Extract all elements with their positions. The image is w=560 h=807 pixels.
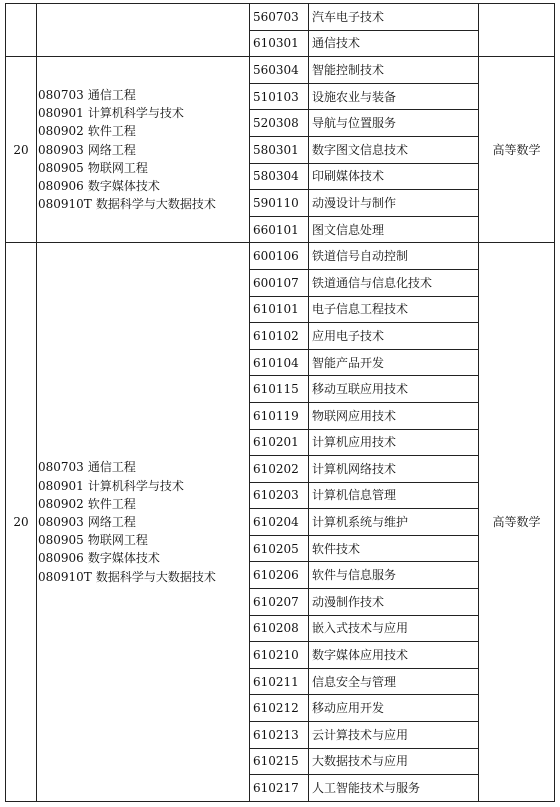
program-code: 610101 xyxy=(250,296,309,323)
program-code: 520308 xyxy=(250,110,309,137)
program-code: 660101 xyxy=(250,216,309,243)
program-code: 610207 xyxy=(250,589,309,616)
program-name: 信息安全与管理 xyxy=(309,668,479,695)
major-item xyxy=(38,195,249,213)
major-code: 080905 xyxy=(38,160,84,175)
table-body xyxy=(6,4,555,802)
major-name: 物联网工程 xyxy=(87,160,148,175)
major-name: 数据科学与大数据技术 xyxy=(95,569,216,584)
program-name: 计算机信息管理 xyxy=(309,482,479,509)
program-name: 动漫制作技术 xyxy=(309,589,479,616)
major-name: 通信工程 xyxy=(87,460,136,475)
major-item xyxy=(38,86,249,104)
major-item xyxy=(38,458,249,476)
major-name: 软件工程 xyxy=(87,496,136,511)
program-name: 移动互联应用技术 xyxy=(309,376,479,403)
program-code: 610104 xyxy=(250,349,309,376)
major-code: 080906 xyxy=(38,551,84,566)
program-name: 应用电子技术 xyxy=(309,323,479,350)
program-code: 610205 xyxy=(250,535,309,562)
program-name: 云计算技术与应用 xyxy=(309,722,479,749)
program-name: 软件技术 xyxy=(309,535,479,562)
program-name: 智能控制技术 xyxy=(309,57,479,84)
program-name: 智能产品开发 xyxy=(309,349,479,376)
major-item xyxy=(38,177,249,195)
program-code: 610210 xyxy=(250,642,309,669)
major-code: 080703 xyxy=(38,460,84,475)
program-name: 电子信息工程技术 xyxy=(309,296,479,323)
exam-subject xyxy=(479,4,555,57)
major-item xyxy=(38,141,249,159)
major-name: 计算机科学与技术 xyxy=(87,106,184,121)
major-name: 数据科学与大数据技术 xyxy=(95,197,216,212)
major-code: 080901 xyxy=(38,106,84,121)
program-code: 610102 xyxy=(250,323,309,350)
table-row xyxy=(6,4,555,31)
program-name: 设施农业与装备 xyxy=(309,83,479,110)
program-code: 610301 xyxy=(250,30,309,57)
program-code: 610211 xyxy=(250,668,309,695)
major-item xyxy=(38,531,249,549)
table-row xyxy=(6,57,555,84)
undergraduate-majors-cell xyxy=(37,4,250,57)
group-number: 20 xyxy=(6,243,37,801)
program-name: 计算机网络技术 xyxy=(309,456,479,483)
major-code: 080906 xyxy=(38,179,84,194)
program-name: 印刷媒体技术 xyxy=(309,163,479,190)
program-code: 610213 xyxy=(250,722,309,749)
undergraduate-majors-cell xyxy=(37,243,250,801)
program-code: 600107 xyxy=(250,269,309,296)
major-code: 080905 xyxy=(38,533,84,548)
major-item xyxy=(38,159,249,177)
program-code: 560304 xyxy=(250,57,309,84)
exam-subject: 高等数学 xyxy=(479,243,555,801)
program-name: 汽车电子技术 xyxy=(309,4,479,31)
major-code: 080902 xyxy=(38,124,84,139)
program-code: 590110 xyxy=(250,190,309,217)
program-name: 导航与位置服务 xyxy=(309,110,479,137)
program-name: 移动应用开发 xyxy=(309,695,479,722)
major-item xyxy=(38,122,249,140)
program-name: 铁道通信与信息化技术 xyxy=(309,269,479,296)
program-code: 610212 xyxy=(250,695,309,722)
major-item xyxy=(38,495,249,513)
program-name: 数字媒体应用技术 xyxy=(309,642,479,669)
program-code: 610208 xyxy=(250,615,309,642)
major-name: 通信工程 xyxy=(87,88,136,103)
major-name: 软件工程 xyxy=(87,124,136,139)
program-code: 600106 xyxy=(250,243,309,270)
program-name: 铁道信号自动控制 xyxy=(309,243,479,270)
major-item xyxy=(38,477,249,495)
major-code: 080902 xyxy=(38,496,84,511)
program-name: 图文信息处理 xyxy=(309,216,479,243)
program-name: 人工智能技术与服务 xyxy=(309,775,479,802)
table-row xyxy=(6,243,555,270)
major-code: 080910T xyxy=(38,569,92,584)
program-name: 物联网应用技术 xyxy=(309,402,479,429)
group-number xyxy=(6,4,37,57)
program-code: 610203 xyxy=(250,482,309,509)
program-code: 610201 xyxy=(250,429,309,456)
exam-subject: 高等数学 xyxy=(479,57,555,243)
major-name: 数字媒体技术 xyxy=(87,179,160,194)
program-code: 610215 xyxy=(250,748,309,775)
program-code: 610204 xyxy=(250,509,309,536)
group-number: 20 xyxy=(6,57,37,243)
program-code: 610115 xyxy=(250,376,309,403)
major-item xyxy=(38,513,249,531)
program-name: 通信技术 xyxy=(309,30,479,57)
major-code: 080910T xyxy=(38,197,92,212)
major-item xyxy=(38,549,249,567)
program-code: 610202 xyxy=(250,456,309,483)
major-name: 数字媒体技术 xyxy=(87,551,160,566)
program-name: 动漫设计与制作 xyxy=(309,190,479,217)
program-code: 510103 xyxy=(250,83,309,110)
major-code: 080903 xyxy=(38,514,84,529)
program-name: 大数据技术与应用 xyxy=(309,748,479,775)
major-name: 物联网工程 xyxy=(87,533,148,548)
undergraduate-majors-cell xyxy=(37,57,250,243)
major-code: 080703 xyxy=(38,88,84,103)
major-name: 计算机科学与技术 xyxy=(87,478,184,493)
major-name: 网络工程 xyxy=(87,514,136,529)
admissions-table xyxy=(5,3,555,802)
major-code: 080901 xyxy=(38,478,84,493)
major-code: 080903 xyxy=(38,142,84,157)
program-code: 560703 xyxy=(250,4,309,31)
program-name: 软件与信息服务 xyxy=(309,562,479,589)
major-item xyxy=(38,568,249,586)
program-code: 610217 xyxy=(250,775,309,802)
program-code: 610119 xyxy=(250,402,309,429)
program-code: 610206 xyxy=(250,562,309,589)
program-name: 数字图文信息技术 xyxy=(309,136,479,163)
major-name: 网络工程 xyxy=(87,142,136,157)
program-name: 计算机应用技术 xyxy=(309,429,479,456)
program-name: 计算机系统与维护 xyxy=(309,509,479,536)
program-code: 580304 xyxy=(250,163,309,190)
program-name: 嵌入式技术与应用 xyxy=(309,615,479,642)
program-code: 580301 xyxy=(250,136,309,163)
major-item xyxy=(38,104,249,122)
